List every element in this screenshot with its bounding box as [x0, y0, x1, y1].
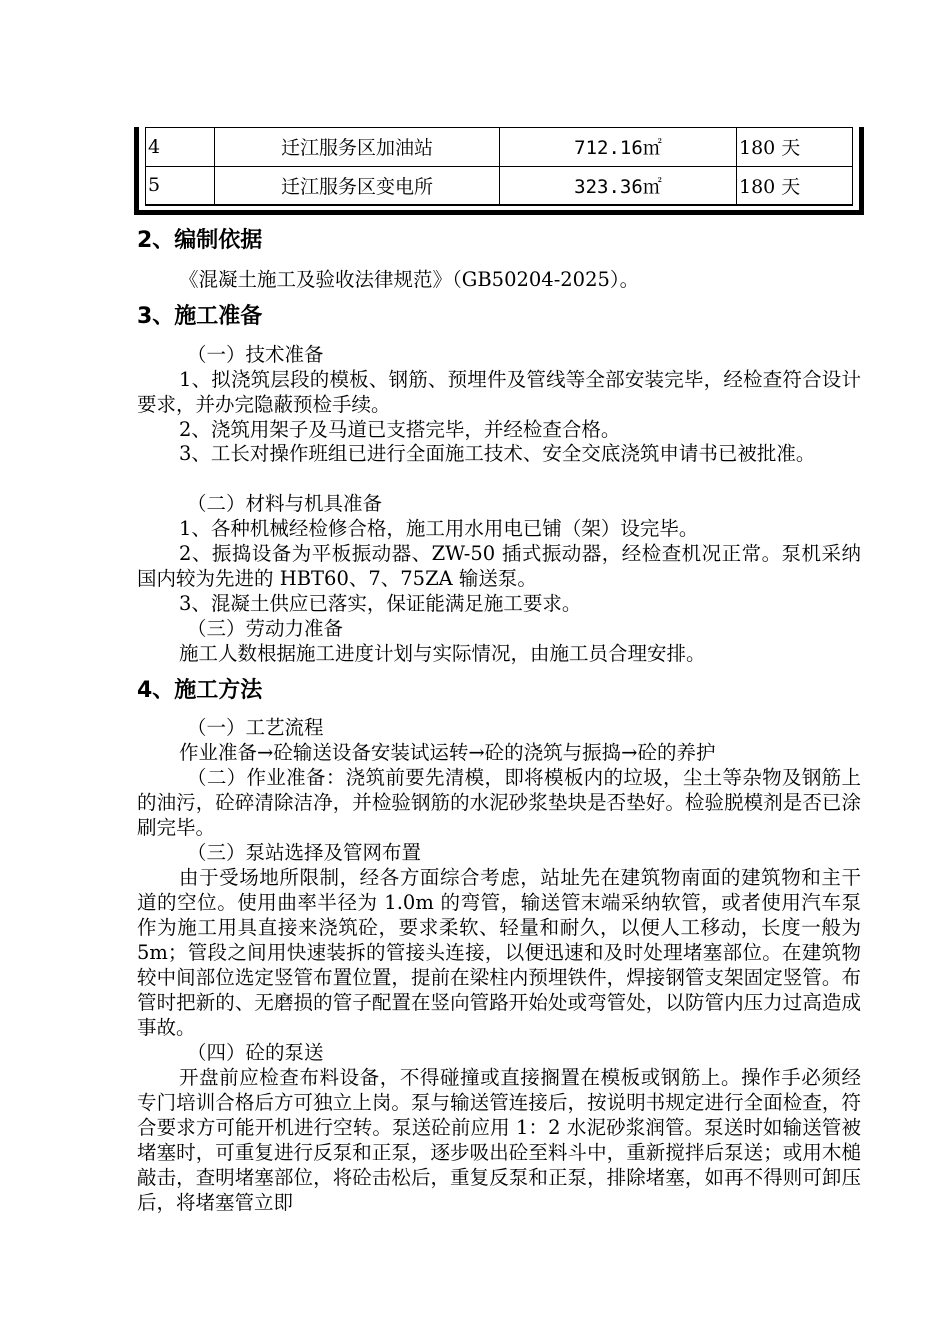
project-table: [146, 127, 852, 205]
paragraph: 施工人数根据施工进度计划与实际情况，由施工员合理安排。: [179, 642, 706, 665]
row-number: 4: [146, 128, 215, 167]
paragraph: 3、工长对操作班组已进行全面施工技术、安全交底浇筑申请书已被批准。: [179, 442, 816, 465]
paragraph-pump-station: 由于受场地所限制，经各方面综合考虑，站址先在建筑物南面的建筑物和主干道的空位。使用曲率半径为 1.0m 的弯管，输送管末端采纳软管，或者使用汽车泵作为施工用具直接来浇筑砼，要求柔软、轻量和耐久，以便人工移动，长度一般为 5m；管段之间用快速装拆的管接头连接，以便迅速和及时处理堵塞部位。在建筑物较中间部位选定竖管布置位置，提前在梁柱内预埋铁件，焊接钢管支架固定竖管。布管时把新的、无磨损的管子配置在竖向管路开始处或弯管处，以防管内压力过高造成事故。: [137, 866, 861, 1039]
paragraph: 1、拟浇筑层段的模板、钢筋、预埋件及管线等全部安装完毕，经检查符合设计要求，并办完隐蔽预检手续。: [137, 368, 861, 416]
project-table-frame: [134, 127, 864, 215]
section-heading-basis: 2、编制依据: [137, 228, 263, 253]
row-number: 5: [146, 166, 215, 205]
table-row: [146, 128, 852, 167]
subheading-pumping: （四）砼的泵送: [187, 1041, 324, 1064]
project-table-inner-frame: [145, 127, 853, 206]
project-area: 712.16㎡: [500, 128, 737, 167]
basis-paragraph: 《混凝土施工及验收法律规范》（GB50204-2025）。: [179, 268, 640, 291]
project-name: 迁江服务区加油站: [215, 128, 500, 167]
subheading-pump-station: （三）泵站选择及管网布置: [187, 841, 422, 864]
subheading-process: （一）工艺流程: [187, 716, 324, 739]
subheading-technical: （一）技术准备: [187, 343, 324, 366]
section-heading-preparation: 3、施工准备: [137, 304, 263, 329]
project-duration: 180 天: [737, 166, 853, 205]
paragraph: 2、浇筑用架子及马道已支搭完毕，并经检查合格。: [179, 418, 621, 441]
project-duration: 180 天: [737, 128, 853, 167]
paragraph: 2、振捣设备为平板振动器、ZW-50 插式振动器，经检查机况正常。泵机采纳国内较为先进的 HBT60、7、75ZA 输送泵。: [137, 542, 861, 590]
paragraph: 3、混凝土供应已落实，保证能满足施工要求。: [179, 592, 582, 615]
subheading-labor: （三）劳动力准备: [187, 617, 344, 640]
project-name: 迁江服务区变电所: [215, 166, 500, 205]
paragraph-process-flow: 作业准备→砼输送设备安装试运转→砼的浇筑与振捣→砼的养护: [179, 741, 716, 764]
project-area: 323.36㎡: [500, 166, 737, 205]
paragraph: 1、各种机械经检修合格，施工用水用电已铺（架）设完毕。: [179, 517, 699, 540]
subheading-materials: （二）材料与机具准备: [187, 492, 383, 515]
paragraph-pumping: 开盘前应检查布料设备，不得碰撞或直接搁置在模板或钢筋上。操作手必须经专门培训合格后方可独立上岗。泵与输送管连接后，按说明书规定进行全面检查，符合要求方可能开机进行空转。泵送砼前应用 1：2 水泥砂浆润管。泵送时如输送管被堵塞时，可重复进行反泵和正泵，逐步吸出砼至料斗中，重新搅拌后泵送；或用木槌敲击，查明堵塞部位，将砼击松后，重复反泵和正泵，排除堵塞，如再不得则可卸压后，将堵塞管立即: [137, 1066, 861, 1214]
table-row: [146, 166, 852, 205]
section-heading-method: 4、施工方法: [137, 678, 263, 703]
paragraph-work-preparation: （二）作业准备：浇筑前要先清模，即将模板内的垃圾，尘土等杂物及钢筋上的油污，砼碎清除洁净，并检验钢筋的水泥砂浆垫块是否垫好。检验脱模剂是否已涂刷完毕。: [137, 766, 861, 839]
